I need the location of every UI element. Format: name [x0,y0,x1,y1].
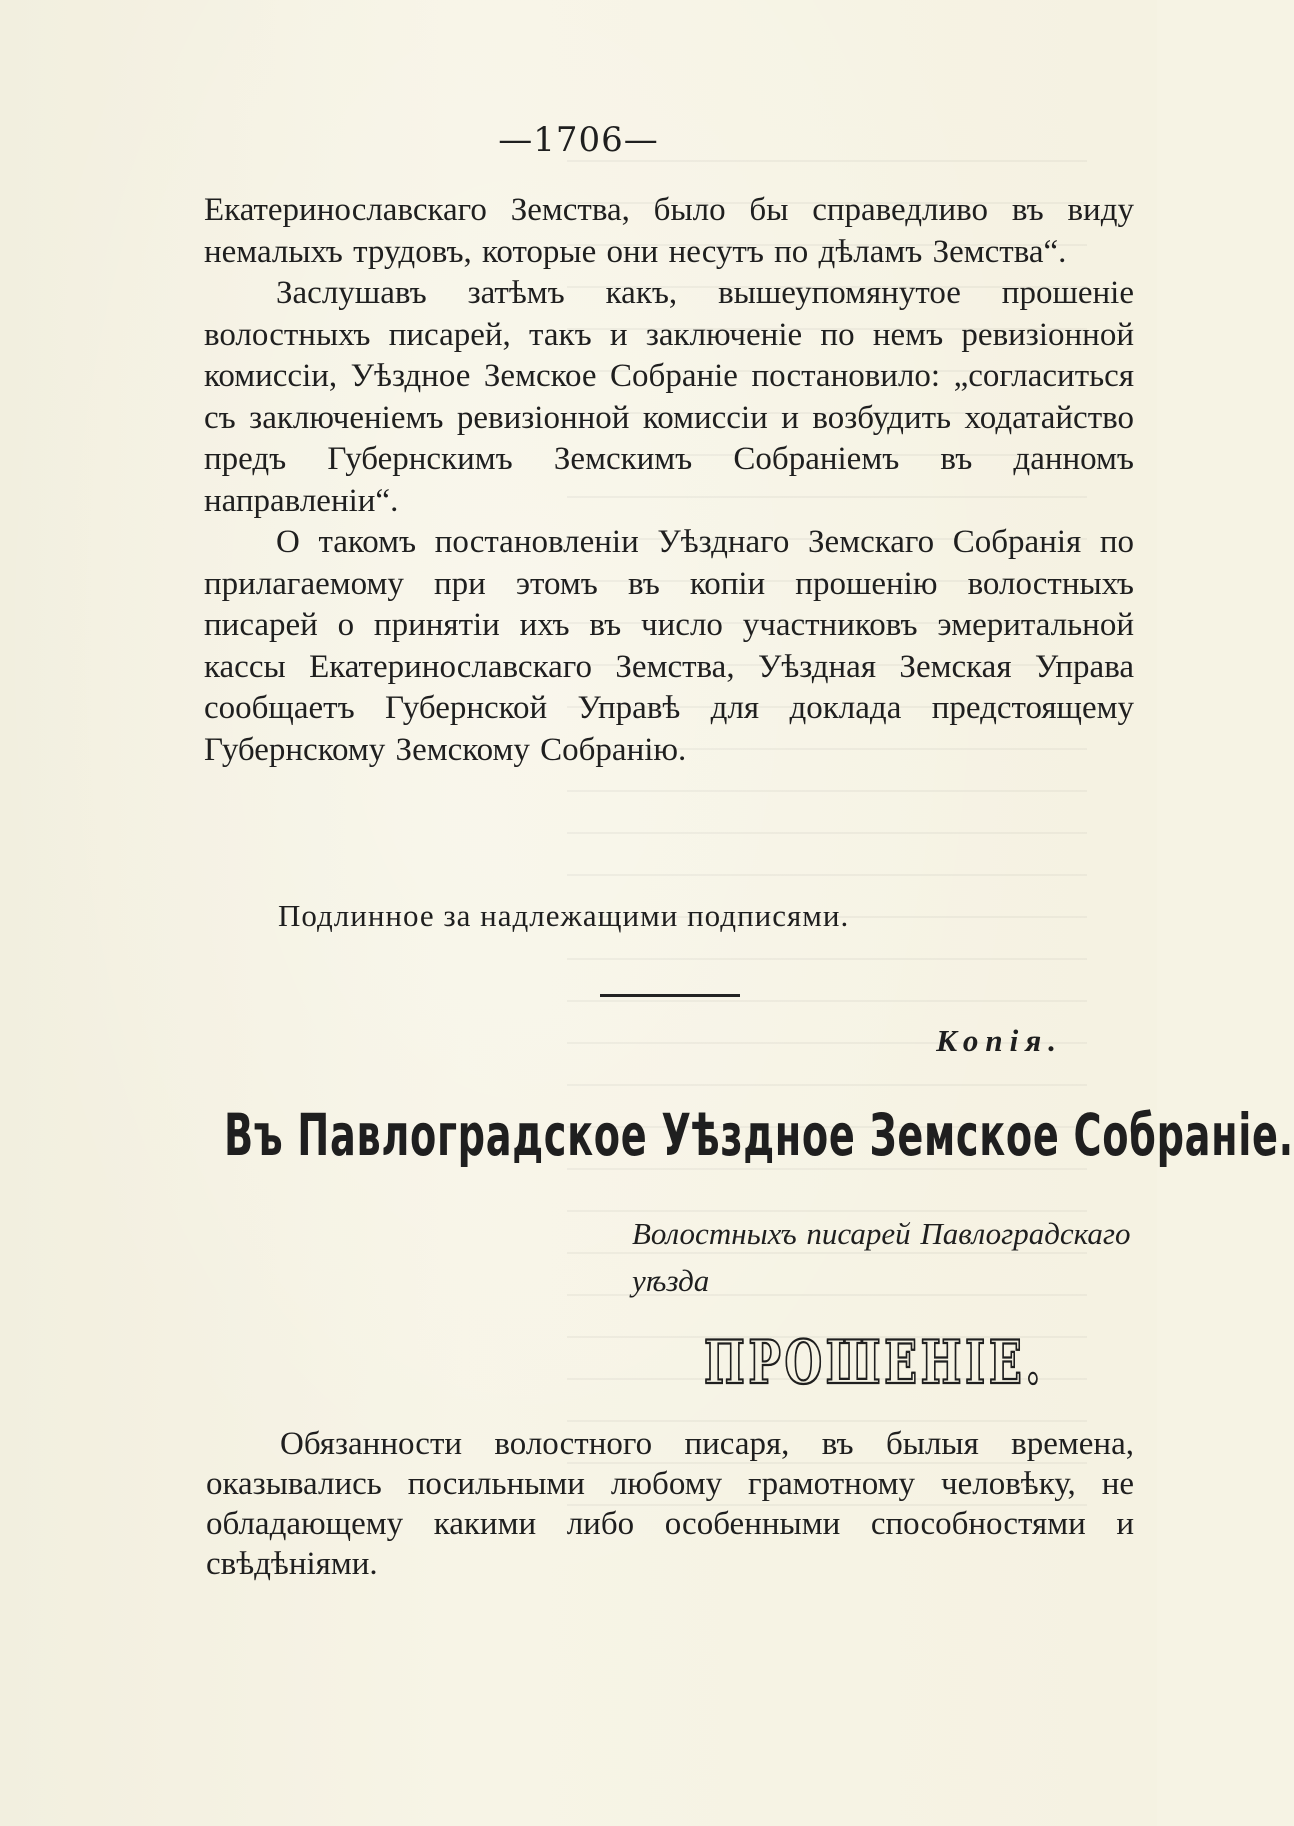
copy-label: Копiя. [936,1023,1063,1058]
paragraph-resolution: Заслушавъ затѣмъ какъ, вышеупомянутое прошенiе волостныхъ писарей, такъ и заключенiе по немъ ревизiонной комиссiи, Уѣздное Земское Собранiе постановило: „согласиться съ заключенiемъ ревизiонной комиссiи и возбудить ходатайство предъ Губернскимъ Земскимъ Собранiемъ въ данномъ направленiи“. [204,275,1134,519]
petition-body: Обязанности волостного писаря, въ былыя времена, оказывались посильными любому грамотному человѣку, не обладающему какими либо особенными способностями и свѣдѣнiями. [206,1426,1134,1582]
petition-addressee-heading: Въ Павлоградское Уѣздное Земское Собранiе. [224,1101,1294,1169]
paragraph-notification: О такомъ постановленiи Уѣзднаго Земскаго Собранiя по прилагаемому при этомъ въ копiи прошенiю волостныхъ писарей о принятiи ихъ въ число участниковъ эмеритальной кассы Екатеринославскаго Земства, Уѣздная Земская Управа сообщаетъ Губернской Управѣ для доклада предстоящему Губернскому Земскому Собранiю. [204,524,1134,768]
page-number: —1706— [498,120,659,160]
paragraph-continuation: Екатеринославскаго Земства, было бы справедливо въ виду немалыхъ трудовъ, которые они несутъ по дѣламъ Земства“. [204,192,1134,270]
petition-sender: Волостныхъ писарей Павлоградскаго уѣзда [632,1216,1131,1298]
section-divider [600,994,740,997]
original-signatures-note: Подлинное за надлежащими подписями. [278,898,850,933]
body-text [204,190,1134,771]
petition-title: ПРОШЕНIЕ. [704,1328,1045,1398]
